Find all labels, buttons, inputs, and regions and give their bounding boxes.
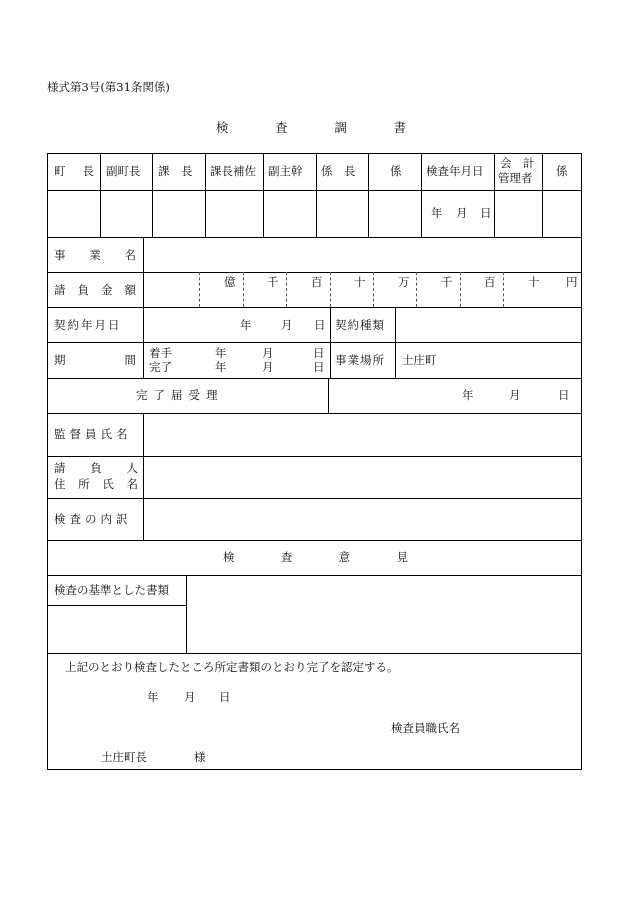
grid-line: [48, 378, 581, 379]
period-start-year: 年: [215, 346, 227, 360]
approval-header-deputy-mayor: 副町長: [106, 164, 141, 178]
grid-line: [48, 342, 581, 343]
amount-unit-ten: 十: [354, 275, 366, 289]
amount-unit-thousand-2: 千: [441, 275, 453, 289]
grid-line: [48, 237, 581, 238]
approval-header-section-chief: 課 長: [158, 164, 193, 178]
grid-line: [328, 378, 329, 413]
amount-digit-separator: [373, 272, 374, 307]
label-char: 期: [54, 353, 66, 367]
approval-header-mayor: [54, 165, 94, 178]
grid-line: [186, 575, 187, 653]
approval-header-staff: 係: [390, 164, 402, 178]
opinion-char: 査: [280, 550, 293, 564]
amount-digit-separator: [330, 272, 331, 307]
grid-line: [100, 154, 101, 237]
opinion-char: 検: [223, 550, 235, 564]
completion-date-month: 月: [509, 388, 521, 402]
grid-line: [48, 413, 581, 414]
completion-date-year: 年: [462, 388, 474, 402]
grid-line: [48, 498, 581, 499]
amount-digit-separator: [199, 272, 200, 307]
label-char: 事: [54, 248, 66, 262]
label-char: 名: [126, 477, 138, 491]
amount-unit-yen: 円: [566, 275, 578, 289]
location-label: 事業場所: [335, 353, 385, 367]
contract-date-month: 月: [281, 318, 293, 332]
breakdown-label: 検査の内訳: [54, 512, 132, 526]
amount-digit-separator: [243, 272, 244, 307]
contract-date-label: 契約年月日: [54, 318, 122, 332]
period-start-day: 日: [313, 346, 325, 360]
grid-line: [48, 272, 581, 273]
supervisor-label: 監督員氏名: [54, 427, 132, 441]
approval-header-group-leader: 係 長: [321, 164, 356, 178]
amount-unit-ten-2: 十: [528, 275, 540, 289]
grid-line: [48, 540, 581, 541]
grid-line: [330, 307, 331, 378]
grid-line: [48, 653, 581, 654]
grid-line: [316, 154, 317, 237]
period-end-label: 完了: [149, 360, 172, 374]
label-char: 請: [54, 283, 66, 297]
approval-header-assistant-chief: 課長補佐: [210, 164, 256, 178]
document-title: [216, 118, 406, 136]
amount-unit-thousand: 千: [267, 275, 279, 289]
title-char: 調: [334, 120, 347, 135]
certification-date-year: 年: [147, 690, 159, 704]
form-number-label: 様式第3号(第31条関係): [47, 80, 170, 94]
approval-header-deputy-director: 副主幹: [268, 164, 303, 178]
grid-line: [263, 154, 264, 237]
contract-type-label: 契約種類: [335, 318, 385, 332]
grid-line: [48, 575, 581, 576]
contractor-label-line2: [54, 478, 138, 491]
period-start-label: 着手: [149, 346, 172, 360]
certification-date-day: 日: [219, 690, 231, 704]
opinion-char: 見: [396, 550, 408, 564]
period-end-year: 年: [215, 360, 227, 374]
label-char: 間: [124, 353, 136, 367]
label-char: 業: [89, 248, 101, 262]
approval-header-clerk: 係: [556, 164, 568, 178]
grid-line: [368, 154, 369, 237]
amount-unit-ten-thousand: 万: [398, 275, 410, 289]
label-char: 氏: [102, 477, 114, 491]
period-label: [54, 354, 136, 367]
title-char: 検: [216, 120, 229, 135]
title-char: 査: [275, 120, 288, 135]
label-char: 負: [90, 461, 102, 475]
amount-digit-separator: [286, 272, 287, 307]
contract-amount-label: [54, 284, 136, 297]
grid-line: [395, 307, 396, 378]
completion-notice-label: 完了届受理: [136, 388, 224, 402]
amount-digit-separator: [460, 272, 461, 307]
amount-digit-separator: [503, 272, 504, 307]
approval-header-accounting-line2: 管理者: [498, 171, 533, 185]
amount-unit-hundred-million: 億: [224, 275, 236, 289]
title-char: 書: [393, 120, 406, 135]
amount-unit-hundred: 百: [311, 275, 323, 289]
contract-date-year: 年: [240, 318, 252, 332]
grid-line: [143, 237, 144, 378]
grid-line: [48, 456, 581, 457]
addressee: 土庄町長: [101, 750, 147, 764]
location-value: 土庄町: [402, 353, 437, 367]
inspection-date-year: 年: [431, 206, 443, 220]
grid-line: [152, 154, 153, 237]
grid-line: [421, 154, 422, 237]
grid-line: [143, 413, 144, 540]
completion-date-day: 日: [558, 388, 570, 402]
label-char: 住: [54, 477, 66, 491]
label-char: 負: [77, 283, 89, 297]
certification-date-month: 月: [184, 690, 196, 704]
approval-header-inspection-date: 検査年月日: [426, 164, 484, 178]
honorific: 様: [194, 750, 206, 764]
period-end-day: 日: [313, 360, 325, 374]
grid-line: [205, 154, 206, 237]
certification-statement: 上記のとおり検査したところ所定書類のとおり完了を認定する。: [65, 660, 399, 674]
label-char: 金: [101, 283, 113, 297]
grid-line: [48, 605, 186, 606]
label-char: 長: [82, 164, 94, 178]
inspector-label: 検査員職氏名: [391, 721, 460, 735]
standards-label: 検査の基準とした書類: [54, 583, 169, 597]
label-char: 額: [124, 283, 136, 297]
label-char: 人: [126, 461, 138, 475]
label-char: 名: [124, 248, 136, 262]
label-char: 所: [78, 477, 90, 491]
label-char: 町: [54, 164, 66, 178]
grid-line: [48, 190, 581, 191]
inspection-date-month: 月: [456, 206, 468, 220]
opinion-header: [223, 551, 408, 564]
label-char: 請: [54, 461, 66, 475]
contractor-label-line1: [54, 462, 138, 475]
amount-digit-separator: [416, 272, 417, 307]
grid-line: [542, 154, 543, 237]
contract-date-day: 日: [314, 318, 326, 332]
amount-unit-hundred-2: 百: [484, 275, 496, 289]
period-end-month: 月: [262, 360, 274, 374]
period-start-month: 月: [262, 346, 274, 360]
grid-line: [48, 307, 581, 308]
project-name-label: [54, 249, 136, 262]
inspection-form-table: [47, 153, 582, 770]
approval-header-accounting-line1: 会 計: [500, 156, 535, 170]
opinion-char: 意: [338, 550, 351, 564]
grid-line: [494, 154, 495, 237]
inspection-date-day: 日: [480, 206, 492, 220]
